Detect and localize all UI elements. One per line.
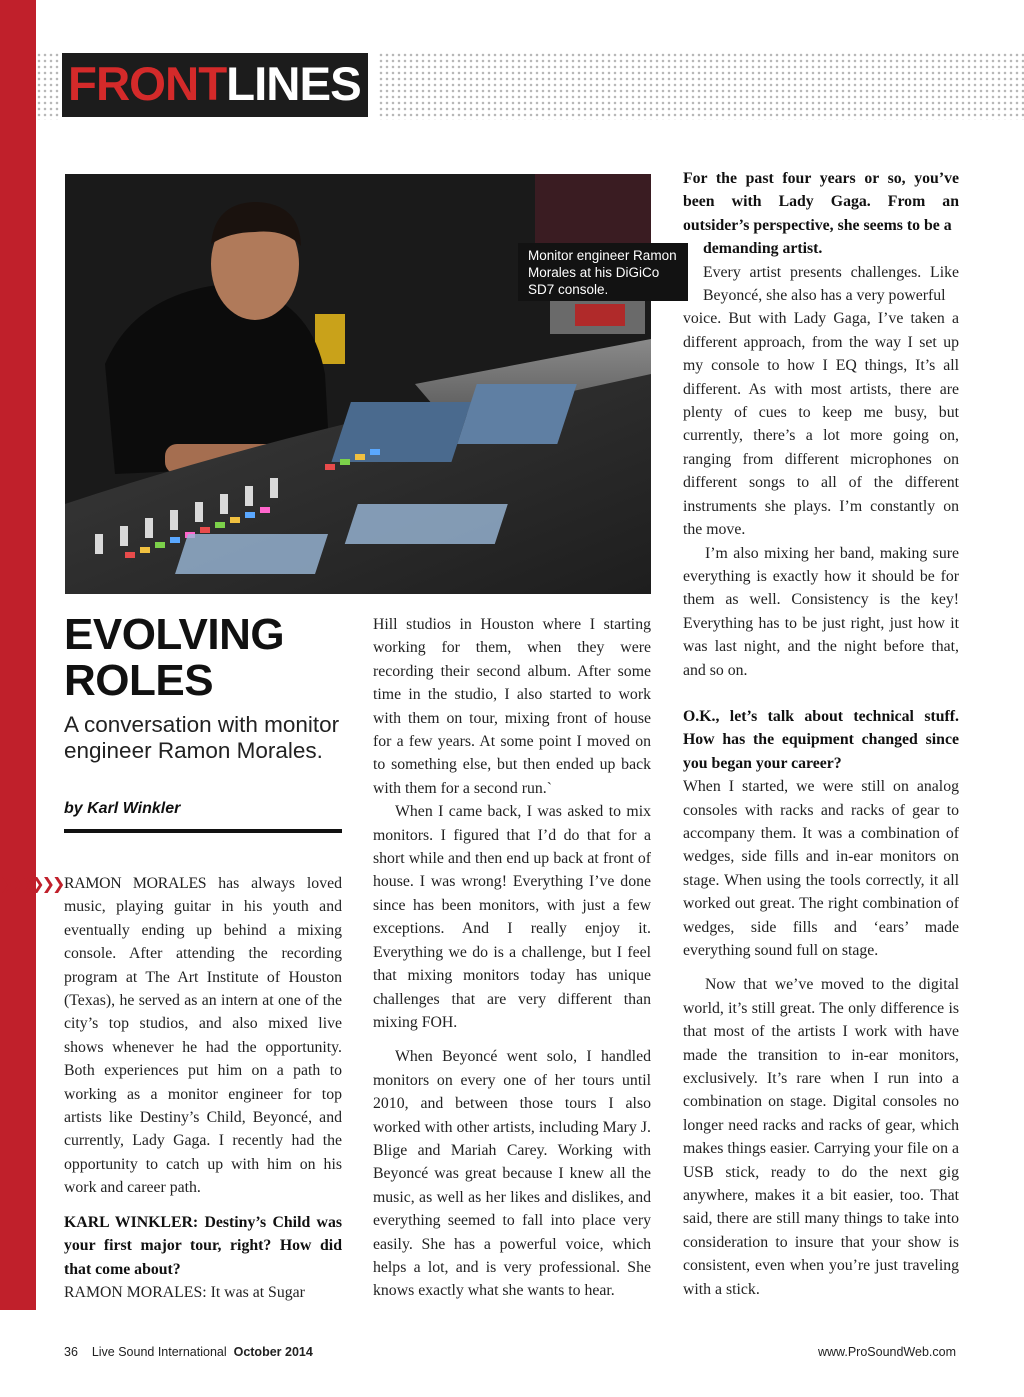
byline: by Karl Winkler <box>64 800 181 817</box>
red-edge-bar <box>0 0 36 1310</box>
issue-date: October 2014 <box>233 1345 313 1359</box>
answer-2-intro: Every artist presents challenges. Like Beyoncé, she also has a very powerful <box>703 263 959 305</box>
col2-paragraph-3: When Beyoncé went solo, I handled monitors on every one of her tours until 2010, and between those tours I also worked with other artists, including Mary J. Blige and Mariah Carey. Working with Beyoncé was great because I knew all the music, as well as her likes and dislikes, and everything seemed to fall into place very easily. She has a powerful voice, which helps a lot, and is very professional. She knows exactly what she wants to hear. <box>373 1048 651 1300</box>
col2-paragraph-1: Hill studios in Houston where I starting working for them, when they were recording their second album. After some time in the studio, I also started to work with them on tour, mixing front of house for a few years. At some point I moved on to something else, but then ended up back with them for a second run.` <box>373 616 651 797</box>
footer-left <box>64 1345 313 1359</box>
article-headline: EVOLVING ROLES <box>64 610 285 705</box>
answer-2-rest: voice. But with Lady Gaga, I’ve taken a different approach, from the way I set up my console to how I EQ things, It’s all different. As with most artists, there are plenty of cues to keep me busy, but currently, there’s a lot more going on, ranging from different microphones on different songs to all of the different instruments she plays. I’m constantly on the move. <box>683 310 959 539</box>
dot-pattern-left <box>36 52 60 120</box>
lead-name: RAMON MORALES <box>64 875 207 892</box>
article-photo <box>65 174 651 594</box>
column-1 <box>64 872 342 1304</box>
answer-1-start: RAMON MORALES: It was at Sugar <box>64 1283 305 1301</box>
col3-paragraph-4: Now that we’ve moved to the digital world, it’s still great. The only difference is that most of the artists I work with have made the transition to in-ear monitors, exclusively. It’s rare when I run into a combination on stage. Digital consoles no longer need racks and racks of gear, which makes things easier. Carrying your file on a USB stick, ready to do the next gig anywhere, makes it a bit easier, too. That said, there are still many things to take into consideration to insure that your show is consistent, even when you’re just traveling with a stick. <box>683 976 959 1298</box>
question-2 <box>683 167 959 261</box>
masthead-lines: LINES <box>226 58 361 112</box>
question-3: O.K., let’s talk about technical stuff. How has the equipment changed since you began your career? <box>683 707 959 772</box>
console-photo-illustration <box>65 174 651 594</box>
page-number: 36 <box>64 1345 78 1359</box>
intro-paragraph <box>64 872 342 1200</box>
question-1: KARL WINKLER: Destiny’s Child was your first major tour, right? How did that come about? <box>64 1213 342 1278</box>
byline-rule <box>64 829 342 833</box>
photo-caption: Monitor engineer Ramon Morales at his DiGiCo SD7 console. <box>518 243 688 301</box>
publication-name: Live Sound International <box>91 1345 227 1359</box>
col2-paragraph-2: When I came back, I was asked to mix monitors. I figured that I’d do that for a short while and then end up back at front of house. I was wrong! Everything I’ve done since has been monitors, with just a few exceptions. And I really enjoy it. Everything we do is a challenge, but I feel that mixing monitors today has unique challenges that are very different than mixing FOH. <box>373 803 651 1031</box>
col3-paragraph-2: I’m also mixing her band, making sure everything is exactly how it should be for them as well. Consistency is the key! Everything has to be just right, just how it was last night, and the night before that, and so on. <box>683 544 959 679</box>
question-2-part2: demanding artist. <box>703 240 823 258</box>
column-2 <box>373 613 651 1303</box>
column-3 <box>683 167 959 1301</box>
lead-chevron-icon: ❯❯❯❯❯❯ <box>0 874 63 893</box>
answer-3: When I started, we were still on analog consoles with racks and racks of gear to accompany them. It was a combination of wedges, side fills and in-ear monitors on stage. When using the tools correctly, it all worked out great. The right combination of wedges, side fills and ‘ears’ made everything sound full on stage. <box>683 778 959 959</box>
masthead-front: FRONT <box>68 58 227 112</box>
dot-pattern-right <box>378 52 1024 120</box>
section-masthead <box>62 53 368 117</box>
footer-url: www.ProSoundWeb.com <box>817 1345 956 1359</box>
article-subhead: A conversation with monitor engineer Ramon Morales. <box>64 712 340 763</box>
question-2-part1: For the past four years or so, you’ve been with Lady Gaga. From an outsider’s perspective, she seems to be a <box>683 170 959 234</box>
intro-text: has always loved music, playing guitar in his youth and eventually ending up behind a mixing console. After attending the recording program at The Art Institute of Houston (Texas), he served as an intern at one of the city’s top studios, and also mixed live shows whenever he had the opportunity. Both experiences put him on a path to working as a monitor engineer for top artists like Destiny’s Child, Beyoncé, and currently, Lady Gaga. I recently had the opportunity to catch up with him on his work and career path. <box>64 875 342 1197</box>
